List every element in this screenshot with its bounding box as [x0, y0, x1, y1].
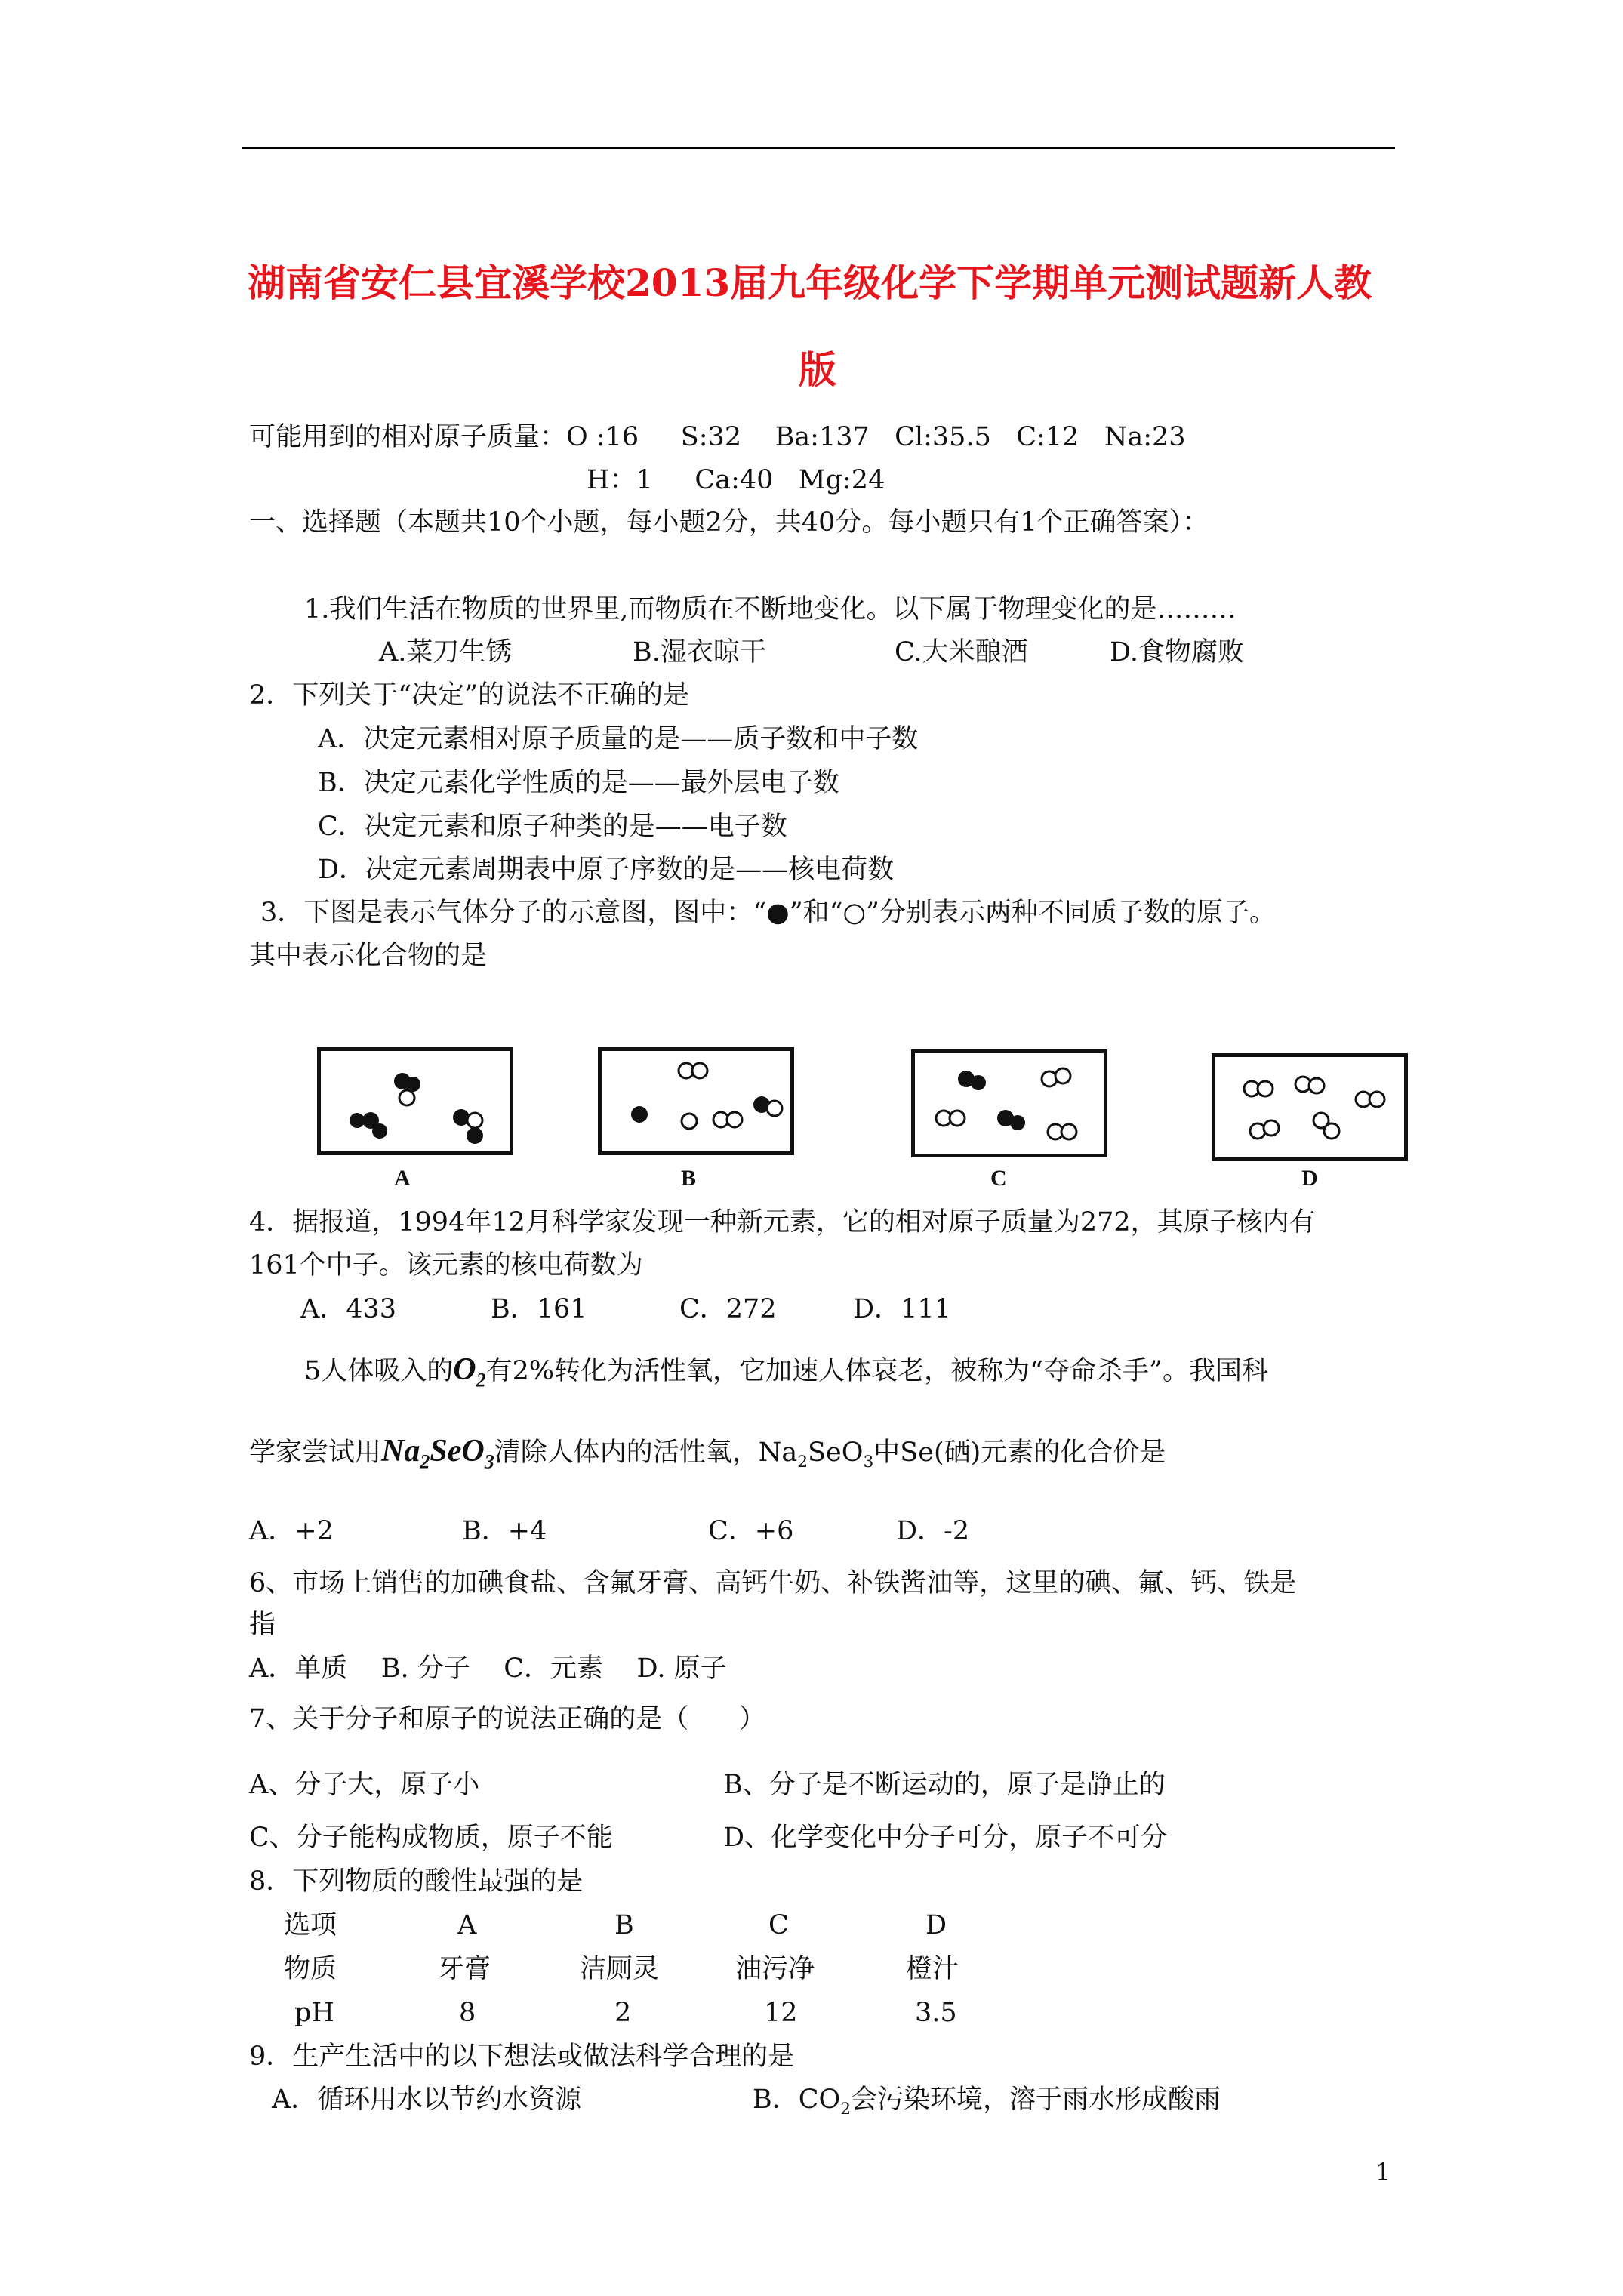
q1-stem: 1.我们生活在物质的世界里,而物质在不断地变化。以下属于物理变化的是………: [304, 594, 1236, 624]
table-cell-ph-b: 2: [614, 1998, 632, 2028]
diagram-label-a: A: [394, 1166, 411, 1191]
q2-option-a: A．决定元素相对原子质量的是——质子数和中子数: [318, 724, 919, 754]
table-header-d: D: [925, 1910, 947, 1940]
q6-options: A．单质 B. 分子 C．元素 D. 原子: [249, 1653, 727, 1684]
o2-formula: $O_2$: [453, 1352, 486, 1391]
table-cell-ph-d: 3.5: [915, 1998, 957, 2028]
q2-option-c: C．决定元素和原子种类的是——电子数: [318, 812, 787, 842]
table-cell-ph-a: 8: [459, 1998, 476, 2028]
q5-line-1: [304, 1351, 1268, 1398]
molecule-panel-c: [911, 1049, 1107, 1157]
q7-option-d: D、化学变化中分子可分，原子不可分: [723, 1823, 1168, 1853]
q1-option-a: A.菜刀生锈: [379, 637, 513, 667]
table-cell-substance-b: 洁厕灵: [580, 1954, 660, 1984]
table-row-substance-label: 物质: [284, 1954, 337, 1984]
diagram-label-b: B: [681, 1166, 697, 1191]
q4-option-c: C．272: [679, 1294, 777, 1324]
q5-option-b: B．+4: [462, 1516, 547, 1546]
q5-line-2: [249, 1433, 1166, 1481]
table-cell-ph-c: 12: [764, 1998, 798, 2028]
table-cell-substance-c: 油污净: [735, 1954, 815, 1984]
q9-stem: 9．生产生活中的以下想法或做法科学合理的是: [249, 2042, 795, 2072]
na2seo3-formula: $Na_2SeO_3$: [381, 1434, 494, 1473]
q1-option-c: C.大米酿酒: [895, 637, 1028, 667]
q4-option-a: A．433: [300, 1294, 397, 1324]
header-rule: [242, 147, 1395, 149]
q5-option-a: A．+2: [249, 1516, 334, 1546]
q9-option-a: A．循环用水以节约水资源: [272, 2085, 582, 2115]
section-heading: 一、选择题（本题共10个小题，每小题2分，共40分。每小题只有1个正确答案）：: [249, 507, 1209, 538]
diagram-label-d: D: [1301, 1166, 1318, 1191]
table-header-label: 选项: [284, 1910, 337, 1940]
q4-stem-line-1: 4．据报道，1994年12月科学家发现一种新元素，它的相对原子质量为272，其原子核内有: [249, 1207, 1316, 1237]
q3-stem-line-2: 其中表示化合物的是: [249, 941, 488, 971]
diagram-label-c: C: [990, 1166, 1007, 1191]
q4-option-d: D．111: [853, 1294, 951, 1324]
q6-stem-line-2: 指: [249, 1610, 276, 1640]
q4-option-b: B．161: [491, 1294, 587, 1324]
q2-stem: 2．下列关于“决定”的说法不正确的是: [249, 680, 690, 710]
table-header-c: C: [768, 1910, 789, 1940]
molecule-panel-a: [317, 1047, 513, 1155]
q7-option-b: B、分子是不断运动的，原子是静止的: [723, 1770, 1166, 1800]
q1-option-b: B.湿衣晾干: [633, 637, 766, 667]
q4-stem-line-2: 161个中子。该元素的核电荷数为: [249, 1250, 643, 1281]
q5-option-c: C．+6: [708, 1516, 794, 1546]
q9-option-b: B．$CO_2$会污染环境，溶于雨水形成酸雨: [753, 2085, 1221, 2119]
q6-stem-line-1: 6、市场上销售的加碘食盐、含氟牙膏、高钙牛奶、补铁酱油等，这里的碘、氟、钙、铁是: [249, 1568, 1297, 1598]
q5-option-d: D．-2: [896, 1516, 970, 1546]
q3-stem-line-1: 3．下图是表示气体分子的示意图，图中：“●”和“○”分别表示两种不同质子数的原子。: [260, 898, 1276, 928]
q7-option-c: C、分子能构成物质，原子不能: [249, 1823, 613, 1853]
q7-option-a: A、分子大，原子小: [249, 1770, 480, 1800]
q5-text-1a: 5人体吸入的: [304, 1356, 454, 1386]
molecule-panel-b: [598, 1047, 794, 1155]
q5-text-2b: 清除人体内的活性氧，$Na_2SeO_3$中Se(硒)元素的化合价是: [494, 1438, 1166, 1472]
atomic-masses-line-2: H：1 Ca:40 Mg:24: [587, 465, 885, 495]
q8-stem: 8．下列物质的酸性最强的是: [249, 1866, 584, 1897]
q2-option-d: D．决定元素周期表中原子序数的是——核电荷数: [318, 855, 895, 885]
atomic-masses-line-1: 可能用到的相对原子质量：O :16 S:32 Ba:137 Cl:35.5 C:12 Na:23: [249, 422, 1186, 452]
title-line-1: 湖南省安仁县宜溪学校2013届九年级化学下学期单元测试题新人教: [248, 260, 1372, 305]
q2-option-b: B．决定元素化学性质的是——最外层电子数: [318, 768, 839, 798]
q7-stem: 7、关于分子和原子的说法正确的是（ ）: [249, 1704, 766, 1734]
table-cell-substance-a: 牙膏: [438, 1954, 491, 1984]
title-line-2: 版: [799, 347, 836, 392]
table-header-b: B: [614, 1910, 634, 1940]
table-header-a: A: [457, 1910, 477, 1940]
table-cell-substance-d: 橙汁: [906, 1954, 959, 1984]
table-row-ph-label: pH: [294, 1998, 334, 2028]
molecule-panel-d: [1212, 1053, 1408, 1161]
q5-text-1b: 有2%转化为活性氧，它加速人体衰老，被称为“夺命杀手”。我国科: [485, 1356, 1268, 1386]
q5-text-2a: 学家尝试用: [249, 1438, 382, 1468]
q1-option-d: D.食物腐败: [1110, 637, 1244, 667]
page-number: 1: [1375, 2158, 1391, 2187]
